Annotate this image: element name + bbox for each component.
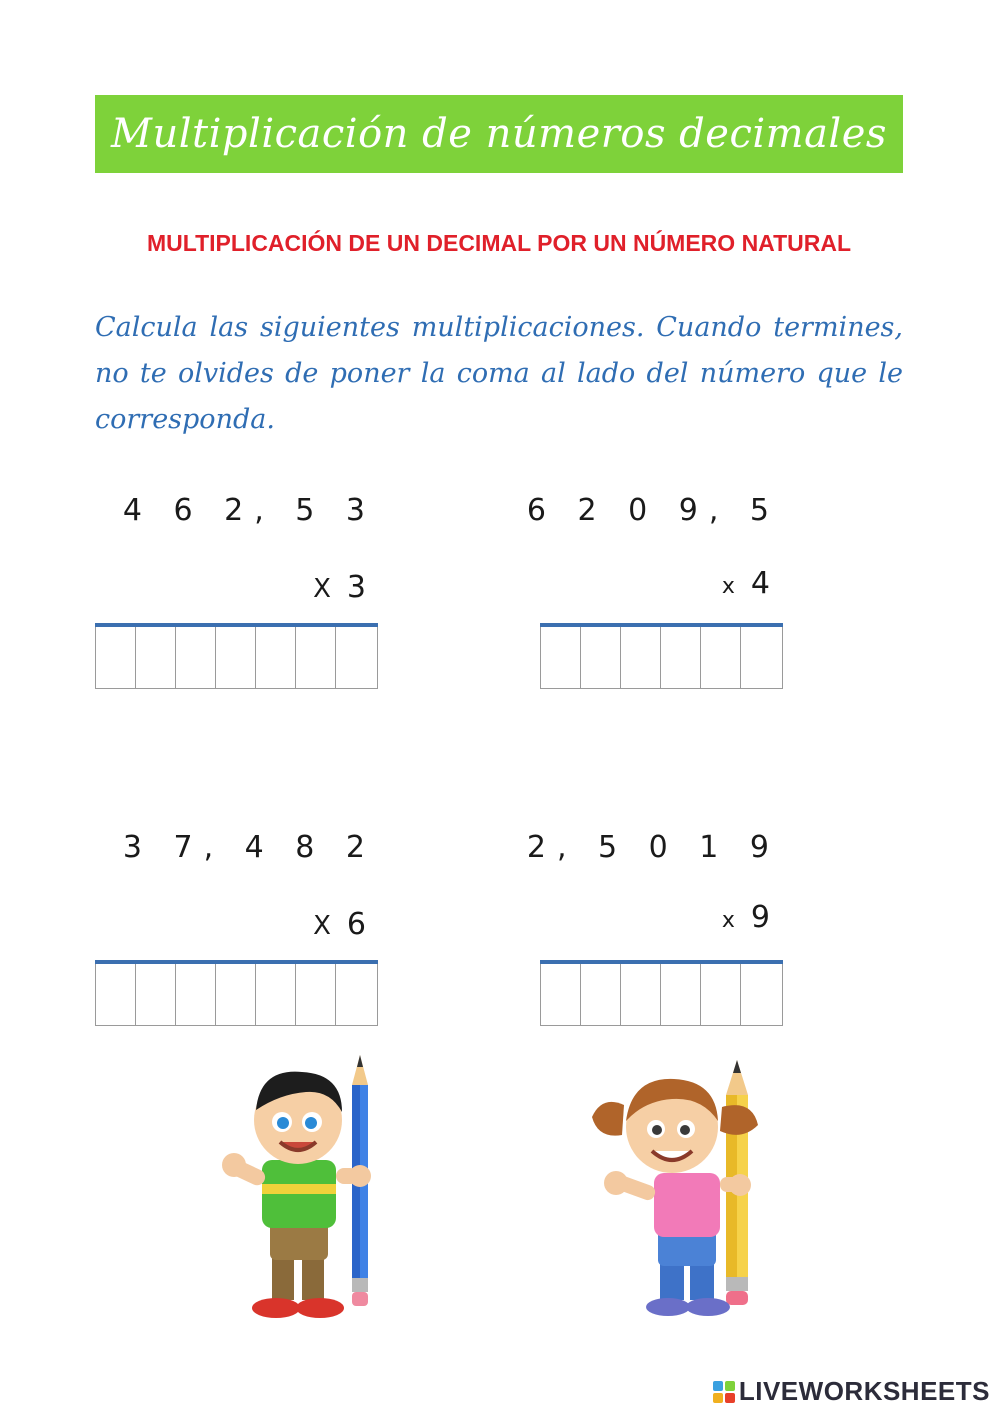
problem-1-answer-grid xyxy=(95,623,378,689)
answer-cell[interactable] xyxy=(660,964,700,1026)
title-banner xyxy=(95,95,903,173)
problem-4-factor: 9 xyxy=(750,900,770,935)
answer-cell[interactable] xyxy=(335,627,378,689)
problem-2-multiplier xyxy=(722,566,770,601)
answer-cell[interactable] xyxy=(660,627,700,689)
multiply-sign: x xyxy=(721,908,735,933)
liveworksheets-logo-icon xyxy=(713,1381,735,1403)
multiply-sign: X xyxy=(313,911,331,941)
answer-cell[interactable] xyxy=(620,964,660,1026)
section-subtitle: MULTIPLICACIÓN DE UN DECIMAL POR UN NÚMERO NATURAL xyxy=(146,230,852,256)
problem-1-multiplier xyxy=(313,570,366,605)
multiply-sign: X xyxy=(313,574,331,604)
answer-cell[interactable] xyxy=(700,627,740,689)
problem-3-factor: 6 xyxy=(346,907,366,942)
answer-cell[interactable] xyxy=(255,627,295,689)
problem-2-number: 6 2 0 9, 5 xyxy=(526,493,780,528)
problem-4-number: 2, 5 0 1 9 xyxy=(526,830,780,865)
problem-2-factor: 4 xyxy=(750,566,770,601)
answer-cell[interactable] xyxy=(175,627,215,689)
answer-cell[interactable] xyxy=(580,627,620,689)
girl-with-pencil-illustration xyxy=(572,1055,792,1330)
answer-cell[interactable] xyxy=(540,964,580,1026)
answer-cell[interactable] xyxy=(740,964,783,1026)
problem-3-number: 3 7, 4 8 2 xyxy=(122,830,376,865)
problem-3-multiplier xyxy=(313,907,366,942)
answer-cell[interactable] xyxy=(295,964,335,1026)
problem-4-multiplier xyxy=(722,900,770,935)
boy-with-pencil-illustration xyxy=(210,1050,400,1330)
answer-cell[interactable] xyxy=(135,627,175,689)
answer-cell[interactable] xyxy=(540,627,580,689)
problem-1-factor: 3 xyxy=(346,570,366,605)
answer-cell[interactable] xyxy=(215,627,255,689)
answer-cell[interactable] xyxy=(95,964,135,1026)
instructions-text: Calcula las siguientes multiplicaciones. Cuando termines, no te olvides de poner la coma al lado del número que le corresponda. xyxy=(95,312,903,435)
answer-cell[interactable] xyxy=(295,627,335,689)
answer-cell[interactable] xyxy=(580,964,620,1026)
answer-cell[interactable] xyxy=(95,627,135,689)
problem-2-answer-grid xyxy=(540,623,783,689)
answer-cell[interactable] xyxy=(335,964,378,1026)
problem-3-answer-grid xyxy=(95,960,378,1026)
answer-cell[interactable] xyxy=(175,964,215,1026)
problem-4-answer-grid xyxy=(540,960,783,1026)
answer-cell[interactable] xyxy=(700,964,740,1026)
answer-cell[interactable] xyxy=(215,964,255,1026)
problem-1-number: 4 6 2, 5 3 xyxy=(122,493,376,528)
multiply-sign: x xyxy=(721,574,735,599)
brand-name: LIVEWORKSHEETS xyxy=(738,1376,990,1406)
answer-cell[interactable] xyxy=(620,627,660,689)
answer-cell[interactable] xyxy=(740,627,783,689)
answer-cell[interactable] xyxy=(135,964,175,1026)
page-title: Multiplicación de números decimales xyxy=(111,111,887,157)
footer-brand xyxy=(713,1376,990,1407)
answer-cell[interactable] xyxy=(255,964,295,1026)
